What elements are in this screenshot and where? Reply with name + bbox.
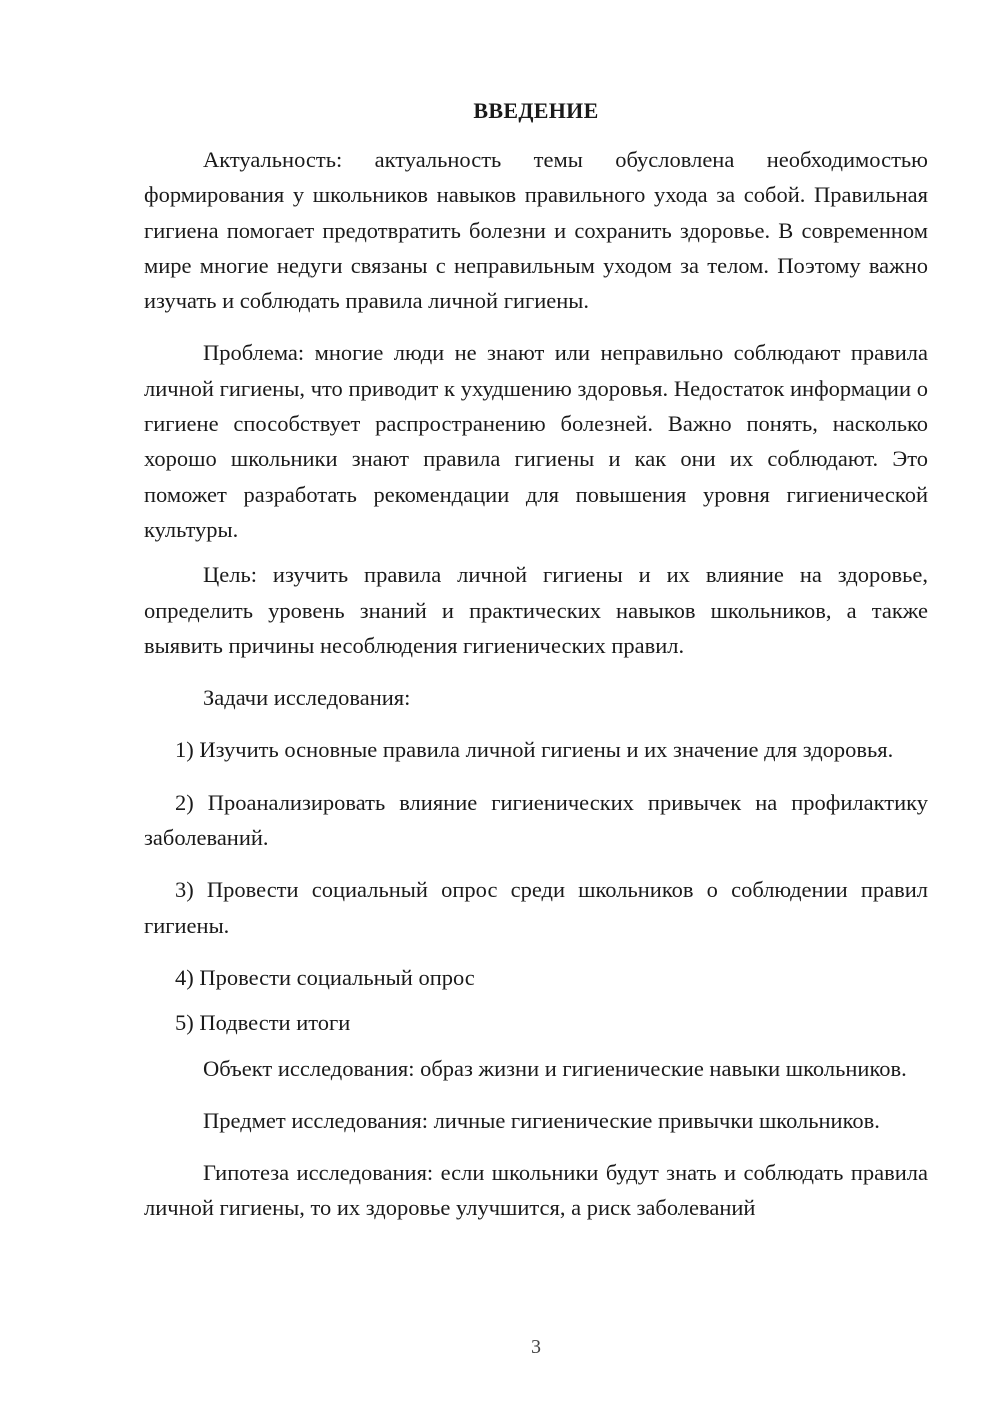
task-item: 4) Провести социальный опрос: [175, 964, 475, 990]
task-item: 2) Проанализировать влияние гигиенических привычек на профилактику заболеваний.: [144, 789, 928, 851]
task-item: 5) Подвести итоги: [175, 1010, 351, 1036]
document-page: [144, 0, 928, 1414]
paragraph-relevance: Актуальность: актуальность темы обусловлена необходимостью формирования у школьников навыков правильного ухода за собой. Правильная гигиена помогает предотвратить болезни и сохранить здоровье. В современном мире многие недуги связаны с неправильным уходом за телом. Поэтому важно изучать и соблюдать правила личной гигиены.: [144, 147, 928, 314]
task-item: 3) Провести социальный опрос среди школьников о соблюдении правил гигиены.: [144, 877, 928, 938]
task-item: 1) Изучить основные правила личной гигиены и их значение для здоровья.: [175, 737, 894, 763]
page-number: 3: [531, 1336, 541, 1358]
page-title: ВВЕДЕНИЕ: [473, 98, 599, 123]
paragraph-tasks-heading: Задачи исследования:: [203, 685, 411, 711]
paragraph-hypothesis: Гипотеза исследования: если школьники будут знать и соблюдать правила личной гигиены, то их здоровье улучшится, а риск заболеваний: [144, 1160, 928, 1221]
paragraph-subject: Предмет исследования: личные гигиенические привычки школьников.: [203, 1107, 880, 1133]
paragraph-problem: Проблема: многие люди не знают или неправильно соблюдают правила личной гигиены, что приводит к ухудшению здоровья. Недостаток информации о гигиене способствует распространению болезней. Важно понять, насколько хорошо школьники знают правила гигиены и как они их соблюдают. Это поможет разработать рекомендации для повышения уровня гигиенической культуры.: [144, 340, 928, 542]
document-body: [144, 142, 928, 1236]
paragraph-goal: Цель: изучить правила личной гигиены и их влияние на здоровье, определить уровень знаний и практических навыков школьников, а также выявить причины несоблюдения гигиенических правил.: [144, 562, 928, 658]
paragraph-object: Объект исследования: образ жизни и гигиенические навыки школьников.: [203, 1055, 907, 1081]
